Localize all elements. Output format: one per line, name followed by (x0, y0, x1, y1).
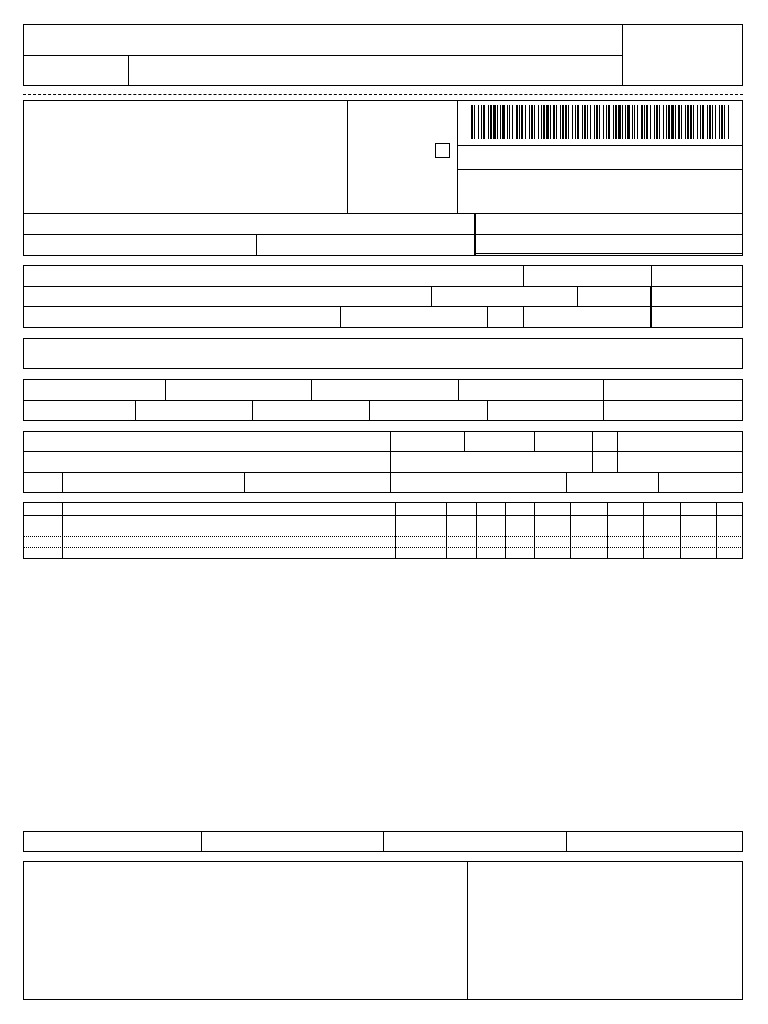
section-5-row-1 (23, 451, 743, 452)
barcode-bar (553, 105, 555, 139)
section-4-col-6 (252, 400, 253, 421)
barcode-bar (615, 105, 617, 139)
barcode-bar (650, 105, 651, 139)
header-row-divider-1 (23, 213, 743, 214)
section-4-col-7 (369, 400, 370, 421)
barcode-bar (641, 105, 643, 139)
barcode-bar (519, 105, 520, 139)
section-3-field (23, 338, 743, 369)
barcode-bar (693, 105, 694, 139)
barcode-bar (656, 105, 658, 139)
barcode-bar (724, 105, 725, 139)
stub-right-cell-divider (622, 24, 623, 86)
totals-col-3 (566, 831, 567, 852)
barcode-bar (613, 105, 614, 139)
barcode-bar (637, 105, 638, 139)
section-5-row-2 (23, 472, 743, 473)
barcode-bar (678, 105, 680, 139)
barcode-bar (599, 105, 600, 139)
barcode-bar (556, 105, 557, 139)
barcode-bar (502, 105, 505, 139)
cut-line (23, 94, 743, 95)
section-5-col-3 (592, 431, 593, 472)
barcode-bar (671, 105, 674, 139)
section-5-col-5 (62, 472, 63, 493)
barcode-bar (521, 105, 523, 139)
barcode-bar (509, 105, 510, 139)
section-4-col-5 (135, 400, 136, 421)
barcode-bar (507, 105, 508, 139)
section-4-row (23, 400, 743, 401)
footer-section (23, 861, 743, 1000)
barcode-bar (606, 105, 607, 139)
barcode-bar (709, 105, 711, 139)
items-col (505, 502, 506, 559)
barcode-bar (541, 105, 542, 139)
barcode-bar (531, 105, 533, 139)
barcode-bar (587, 105, 588, 139)
section-5 (23, 431, 743, 493)
items-col (534, 502, 535, 559)
stub-small-cell-divider (128, 55, 129, 86)
barcode-bar (534, 105, 535, 139)
section-4-col-1 (165, 379, 166, 400)
items-col (716, 502, 717, 559)
totals-col-2 (383, 831, 384, 852)
barcode-bar (493, 105, 496, 139)
header-lower-divider-2 (474, 213, 476, 256)
section-2-col-f (340, 306, 341, 328)
header-row-divider-2 (23, 234, 743, 235)
barcode-bar (715, 105, 716, 139)
section-4-col-2 (311, 379, 312, 400)
barcode-bar (590, 105, 591, 139)
barcode-bar (490, 105, 492, 139)
header-divider-2 (457, 100, 458, 213)
section-5-col-4 (617, 431, 618, 472)
stub-row-divider (23, 55, 623, 56)
barcode-bar (584, 105, 586, 139)
barcode-bar (546, 105, 549, 139)
barcode-bar (632, 105, 633, 139)
barcode-bar (550, 105, 551, 139)
barcode-bar (560, 105, 561, 139)
barcode-bar (478, 105, 479, 139)
items-col (643, 502, 644, 559)
form-checkbox[interactable] (435, 143, 450, 158)
barcode-bar (516, 105, 518, 139)
barcode-bar (644, 105, 645, 139)
barcode-bar (582, 105, 583, 139)
barcode-bar (634, 105, 635, 139)
items-table (23, 502, 743, 559)
barcode-bar (572, 105, 573, 139)
footer-divider (467, 861, 468, 1000)
section-5-col-1 (464, 431, 465, 451)
barcode-bar (627, 105, 630, 139)
barcode-bar (525, 105, 526, 139)
section-2-col-d (577, 286, 578, 306)
barcode-bar (608, 105, 610, 139)
barcode-bar (618, 105, 621, 139)
barcode-bar (668, 105, 670, 139)
barcode-bar (594, 105, 595, 139)
barcode-bar (659, 105, 660, 139)
barcode-bar (596, 105, 598, 139)
barcode-bar (687, 105, 689, 139)
barcode-bar (488, 105, 489, 139)
section-4-col-4 (603, 379, 604, 421)
barcode-bar (702, 105, 704, 139)
barcode-bar (712, 105, 713, 139)
header-field-divider (457, 169, 743, 170)
barcode-bar (681, 105, 682, 139)
header-lower-right-rule (476, 253, 743, 254)
section-4-col-8 (487, 400, 488, 421)
barcode-bar (625, 105, 626, 139)
barcode-image (471, 105, 729, 139)
barcode-bar (577, 105, 579, 139)
barcode-bar (719, 105, 720, 139)
section-2-row-1 (23, 286, 743, 287)
section-5-col-6 (244, 472, 245, 493)
header-divider-1 (347, 100, 348, 213)
section-2-col-a (523, 265, 524, 286)
barcode-bar (728, 105, 729, 139)
items-col (607, 502, 608, 559)
section-5-col-2 (534, 431, 535, 451)
barcode-bar (654, 105, 655, 139)
section-5-col-main (390, 431, 391, 493)
section-2-col-c (431, 286, 432, 306)
items-table-dotted-rule-1 (23, 536, 743, 537)
section-2-col-h (523, 306, 524, 328)
barcode-bar (565, 105, 567, 139)
section-2-row-2 (23, 306, 743, 307)
items-col (395, 502, 396, 559)
barcode-bar (603, 105, 604, 139)
items-col (680, 502, 681, 559)
items-table-dotted-rule-2 (23, 547, 743, 548)
barcode-bar (575, 105, 576, 139)
barcode-bar (700, 105, 701, 139)
barcode-bar (707, 105, 708, 139)
items-col (570, 502, 571, 559)
barcode-bar (512, 105, 513, 139)
barcode-bar (474, 105, 475, 139)
barcode-bar (690, 105, 692, 139)
items-col (446, 502, 447, 559)
header-lower-divider-1 (256, 234, 257, 256)
barcode-bar (697, 105, 698, 139)
barcode-bar (646, 105, 648, 139)
items-col (62, 502, 63, 559)
section-2-col-b (651, 265, 652, 286)
totals-col-1 (201, 831, 202, 852)
barcode-bar (622, 105, 623, 139)
barcode-bar (481, 105, 482, 139)
barcode-bar (562, 105, 564, 139)
barcode-bar (529, 105, 530, 139)
barcode-bar (663, 105, 664, 139)
section-2-col-e (650, 286, 652, 328)
items-table-header-rule (23, 515, 743, 516)
barcode-bar (675, 105, 676, 139)
barcode-bar (568, 105, 569, 139)
section-5-col-8 (658, 472, 659, 493)
barcode-bar (685, 105, 686, 139)
section-2-col-g (487, 306, 488, 328)
barcode-bar (538, 105, 539, 139)
barcode-bar (500, 105, 501, 139)
barcode-bar (497, 105, 498, 139)
barcode-bar (471, 105, 473, 139)
barcode-bar (483, 105, 485, 139)
section-5-col-7 (566, 472, 567, 493)
barcode-bar (721, 105, 723, 139)
barcode-bar (666, 105, 667, 139)
items-col (476, 502, 477, 559)
section-2 (23, 265, 743, 328)
barcode-cell-bottom (457, 145, 743, 146)
section-4-col-3 (458, 379, 459, 400)
barcode-bar (543, 105, 545, 139)
